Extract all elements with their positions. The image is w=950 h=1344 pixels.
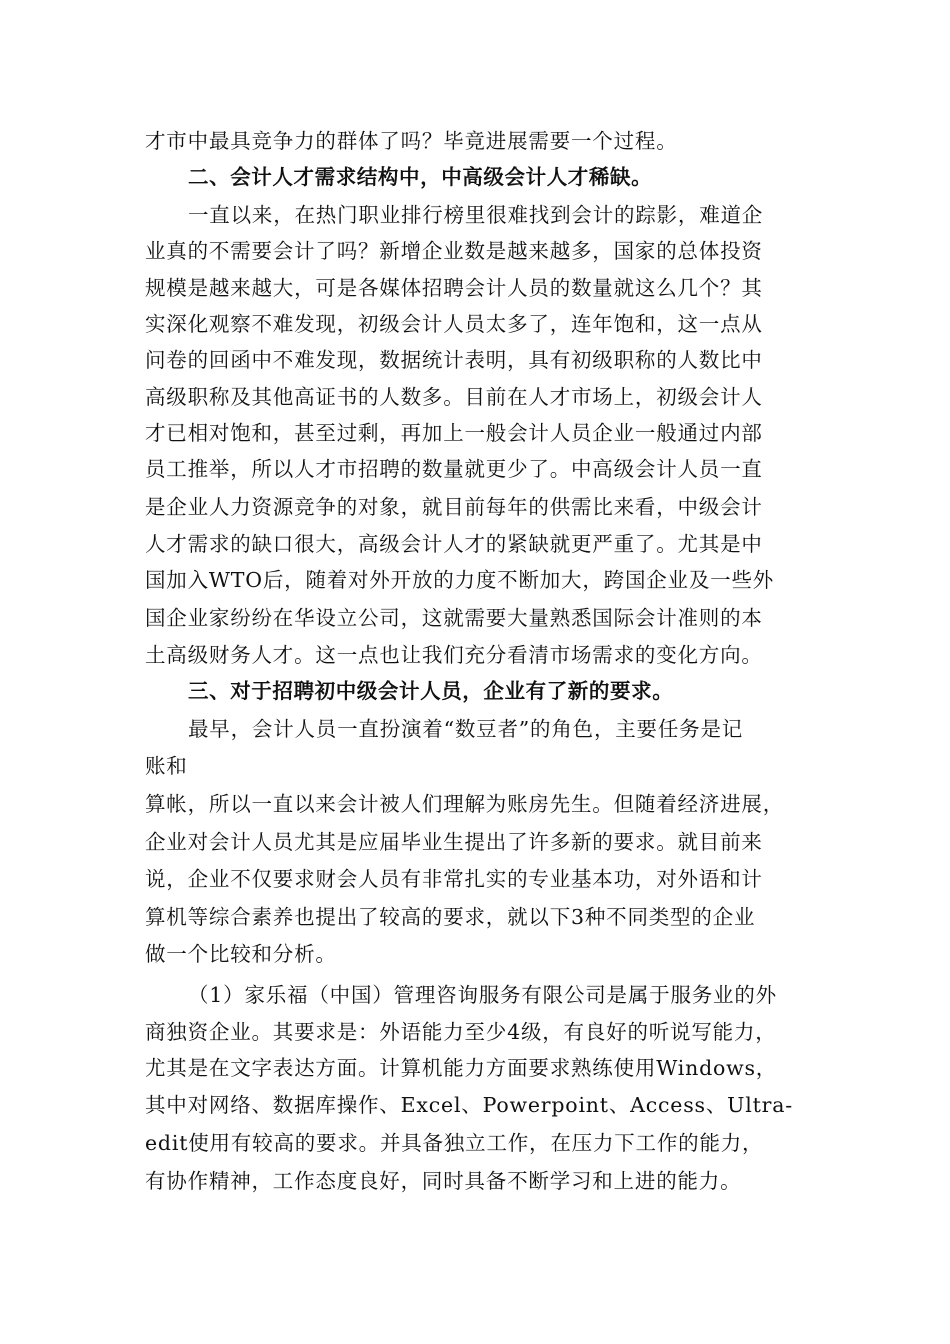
paragraph-line: 才已相对饱和，甚至过剩，再加上一般会计人员企业一般通过内部 — [145, 421, 763, 445]
section-heading: 二、会计人才需求结构中，中高级会计人才稀缺。 — [188, 165, 653, 189]
paragraph-line: 一直以来，在热门职业排行榜里很难找到会计的踪影，难道企 — [188, 203, 764, 227]
paragraph-line: 企业对会计人员尤其是应届毕业生提出了许多新的要求。就目前来 — [145, 830, 763, 854]
paragraph-line: 做一个比较和分析。 — [145, 942, 337, 966]
paragraph-line: 国企业家纷纷在华设立公司，这就需要大量熟悉国际会计准则的本 — [145, 606, 763, 630]
paragraph-line: 业真的不需要会计了吗？新增企业数是越来越多，国家的总体投资 — [145, 239, 763, 263]
paragraph-line: 最早，会计人员一直扮演着“数豆者”的角色，主要任务是记 — [188, 717, 744, 741]
paragraph-line: 商独资企业。其要求是：外语能力至少4级，有良好的听说写能力， — [145, 1020, 777, 1044]
paragraph-line: 说，企业不仅要求财会人员有非常扎实的专业基本功，对外语和计 — [145, 867, 763, 891]
paragraph-line: 账和 — [145, 754, 188, 778]
paragraph-line: 高级职称及其他高证书的人数多。目前在人才市场上，初级会计人 — [145, 385, 763, 409]
paragraph-line: edit使用有较高的要求。并具备独立工作，在压力下工作的能力， — [145, 1131, 764, 1155]
paragraph-line: 其中对网络、数据库操作、Excel、Powerpoint、Access、Ultra- — [145, 1093, 793, 1117]
paragraph-line: 算帐，所以一直以来会计被人们理解为账房先生。但随着经济进展， — [145, 792, 784, 816]
paragraph-line: 国加入WTO后，随着对外开放的力度不断加大，跨国企业及一些外 — [145, 568, 775, 592]
paragraph-line: 人才需求的缺口很大，高级会计人才的紧缺就更严重了。尤其是中 — [145, 532, 763, 556]
paragraph-line: 问卷的回函中不难发现，数据统计表明，具有初级职称的人数比中 — [145, 348, 763, 372]
paragraph-line: 实深化观察不难发现，初级会计人员太多了，连年饱和，这一点从 — [145, 312, 763, 336]
paragraph-line: （1）家乐福（中国）管理咨询服务有限公司是属于服务业的外 — [188, 983, 777, 1007]
paragraph-line: 算机等综合素养也提出了较高的要求，就以下3种不同类型的企业 — [145, 905, 756, 929]
paragraph-line: 尤其是在文字表达方面。计算机能力方面要求熟练使用Windows， — [145, 1056, 778, 1080]
paragraph-line: 规模是越来越大，可是各媒体招聘会计人员的数量就这么几个？其 — [145, 276, 763, 300]
section-heading: 三、对于招聘初中级会计人员，企业有了新的要求。 — [188, 679, 674, 703]
paragraph-line: 员工推举，所以人才市招聘的数量就更少了。中高级会计人员一直 — [145, 457, 763, 481]
paragraph-line: 才市中最具竞争力的群体了吗？毕竟进展需要一个过程。 — [145, 129, 678, 153]
paragraph-line: 有协作精神，工作态度良好，同时具备不断学习和上进的能力。 — [145, 1169, 742, 1193]
paragraph-line: 土高级财务人才。这一点也让我们充分看清市场需求的变化方向。 — [145, 643, 763, 667]
paragraph-line: 是企业人力资源竞争的对象，就目前每年的供需比来看，中级会计 — [145, 495, 763, 519]
